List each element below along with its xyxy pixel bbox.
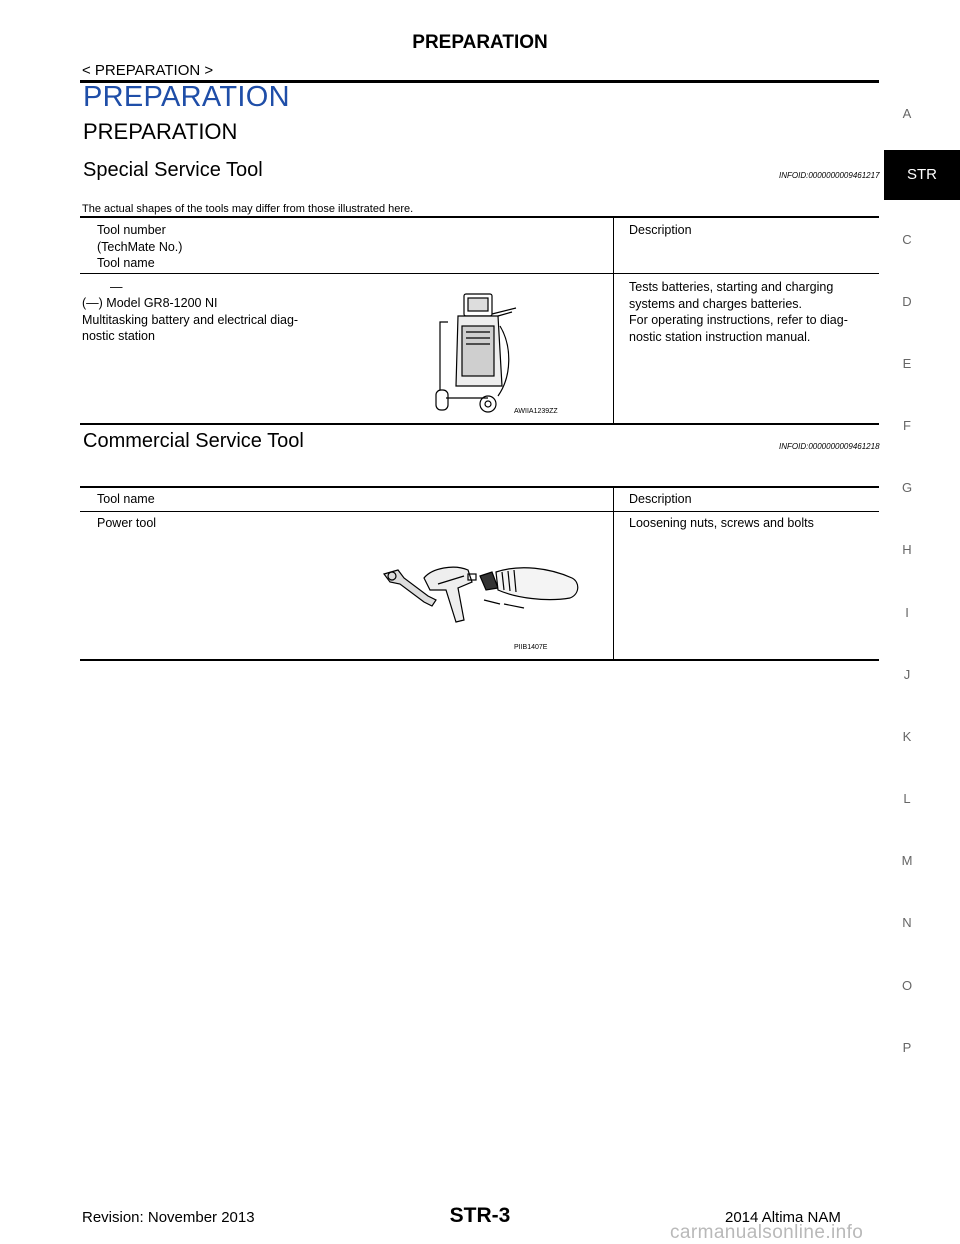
table1-bottom-rule — [80, 423, 879, 425]
section-tab-label: STR — [907, 166, 937, 183]
index-letter[interactable]: A — [902, 106, 912, 121]
tool-number: — — [110, 280, 123, 294]
section-title: PREPARATION — [83, 119, 238, 144]
index-letter[interactable]: G — [901, 480, 913, 495]
breadcrumb: < PREPARATION > — [82, 62, 214, 79]
tool-name-line: Multitasking battery and electrical diag- — [82, 312, 299, 327]
page-header-title: PREPARATION — [412, 32, 548, 53]
description-line: systems and charges batteries. — [629, 296, 802, 311]
col1-header-line: Tool name — [97, 256, 155, 270]
index-letter[interactable]: D — [902, 294, 912, 309]
table1-column-divider — [613, 216, 614, 424]
special-tool-title: Special Service Tool — [83, 159, 263, 181]
index-letter[interactable]: O — [901, 978, 913, 993]
commercial-tool-infoid: INFOID:0000000009461218 — [779, 442, 880, 451]
table2-col1-header: Tool name — [97, 492, 155, 506]
table2-column-divider — [613, 486, 614, 660]
table2-bottom-rule — [80, 659, 879, 661]
table1-col2-header: Description — [629, 223, 692, 237]
page-title: PREPARATION — [83, 81, 290, 113]
index-letter[interactable]: N — [902, 915, 912, 930]
index-letter[interactable]: K — [902, 729, 912, 744]
description-line: For operating instructions, refer to diag- — [629, 313, 848, 327]
special-tool-note: The actual shapes of the tools may differ from those illustrated here. — [82, 203, 414, 215]
table2-col2-header: Description — [629, 492, 692, 506]
power-tool-illustration — [380, 560, 590, 626]
col1-header-line: Tool number — [97, 223, 166, 237]
tool-name-line: (—) Model GR8-1200 NI — [82, 296, 218, 310]
figure-caption: PIIB1407E — [514, 644, 548, 651]
index-letter[interactable]: P — [902, 1040, 912, 1055]
diagnostic-station-illustration — [428, 286, 524, 416]
index-letter[interactable]: H — [902, 542, 912, 557]
watermark: carmanualsonline.info — [670, 1222, 864, 1243]
index-letter[interactable]: J — [903, 667, 911, 682]
commercial-tool-title: Commercial Service Tool — [83, 430, 304, 452]
description-line: Tests batteries, starting and charging — [629, 280, 834, 294]
table2-header-rule — [80, 511, 879, 512]
table2-top-rule — [80, 486, 879, 488]
special-tool-infoid: INFOID:0000000009461217 — [779, 171, 880, 180]
col1-header-line: (TechMate No.) — [97, 239, 183, 254]
index-letter[interactable]: E — [902, 356, 912, 371]
power-tool-name: Power tool — [97, 516, 157, 530]
tool-name — [82, 295, 298, 345]
table1-top-rule — [80, 216, 879, 218]
tool-name-line: nostic station — [82, 329, 155, 343]
index-letter[interactable]: I — [905, 605, 909, 620]
section-tab[interactable] — [884, 150, 960, 200]
power-tool-description: Loosening nuts, screws and bolts — [629, 516, 814, 530]
table1-col1-header — [97, 222, 182, 272]
index-letter[interactable]: L — [903, 791, 911, 806]
table1-header-rule — [80, 273, 879, 274]
tool-description — [629, 279, 848, 345]
model-name: 2014 Altima NAM — [725, 1209, 841, 1226]
index-letter[interactable]: F — [903, 418, 911, 433]
figure-caption: AWIIA1239ZZ — [514, 408, 558, 415]
revision-date: Revision: November 2013 — [82, 1209, 255, 1226]
index-letter[interactable]: M — [901, 853, 913, 868]
page-number: STR-3 — [449, 1204, 511, 1227]
description-line: nostic station instruction manual. — [629, 329, 811, 344]
index-letter[interactable]: C — [902, 232, 912, 247]
